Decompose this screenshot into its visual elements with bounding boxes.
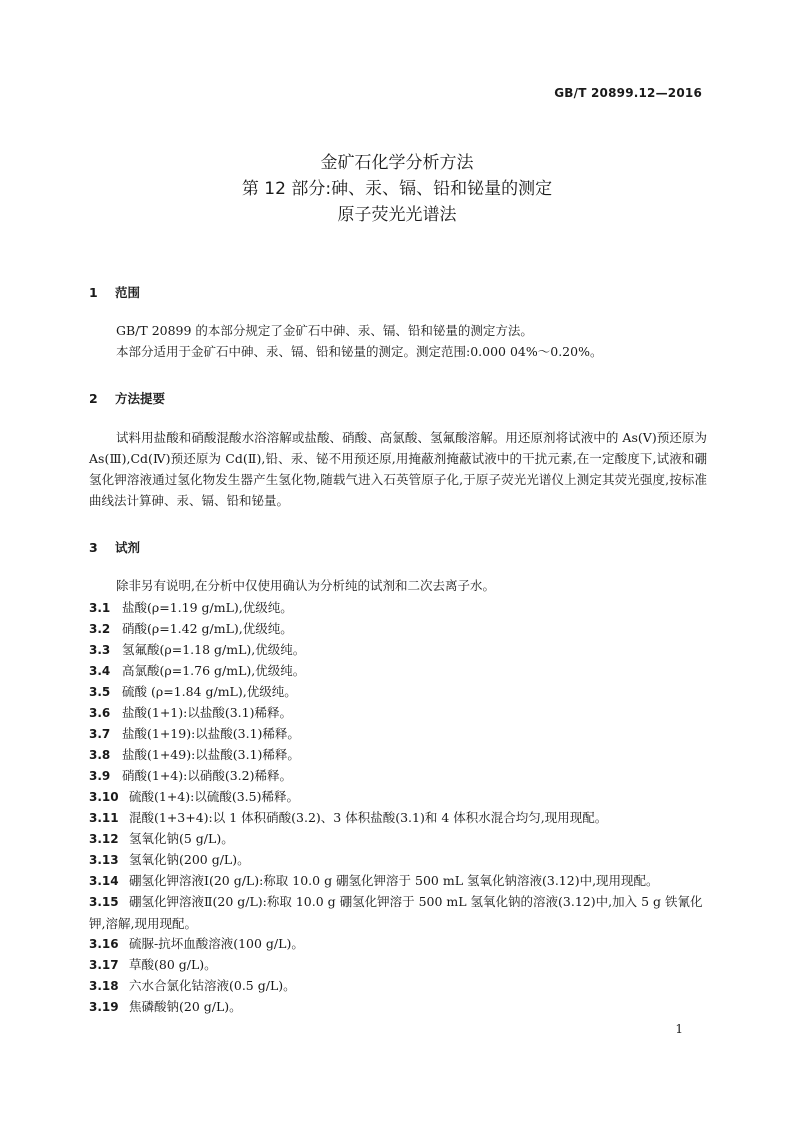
item-number: 3.15 — [89, 895, 119, 909]
item-text: 高氯酸(ρ=1.76 g/mL),优级纯。 — [122, 663, 306, 678]
reagent-item — [89, 639, 709, 661]
section-2-heading — [89, 389, 165, 407]
reagent-item — [89, 702, 709, 724]
title-line-3: 原子荧光光谱法 — [337, 205, 457, 225]
reagent-item — [89, 954, 709, 976]
section-3-heading — [89, 538, 140, 556]
reagent-item — [89, 870, 709, 892]
item-text: 硼氢化钾溶液Ⅰ(20 g/L):称取 10.0 g 硼氢化钾溶于 500 mL 氢氧化钠溶液(3.12)中,现用现配。 — [129, 873, 659, 888]
item-text: 草酸(80 g/L)。 — [129, 957, 217, 972]
reagent-item — [89, 681, 709, 703]
section-number: 1 — [89, 285, 98, 300]
item-text: 硝酸(ρ=1.42 g/mL),优级纯。 — [122, 621, 293, 636]
section-title: 方法提要 — [115, 391, 166, 406]
section-2-body — [89, 427, 707, 511]
reagent-item — [89, 723, 709, 745]
section-3-intro — [89, 575, 707, 596]
item-text: 混酸(1+3+4):以 1 体积硝酸(3.2)、3 体积盐酸(3.1)和 4 体积水混合均匀,现用现配。 — [129, 810, 608, 825]
item-number: 3.2 — [89, 622, 111, 636]
reagent-item — [89, 618, 709, 640]
item-text: 六水合氯化钴溶液(0.5 g/L)。 — [129, 978, 296, 993]
section-1-body — [89, 320, 707, 362]
reagent-item — [89, 660, 709, 682]
item-number: 3.3 — [89, 643, 111, 657]
reagent-item — [89, 597, 709, 619]
paragraph: 试料用盐酸和硝酸混酸水浴溶解或盐酸、硝酸、高氯酸、氢氟酸溶解。用还原剂将试液中的 As(Ⅴ)预还原为 As(Ⅲ),Cd(Ⅳ)预还原为 Cd(Ⅱ),铅、汞、铋不用预还原,用掩蔽剂掩蔽试液中的干扰元素,在一定酸度下,试液和硼氢化钾溶液通过氢化物发生器产生氢化物,随载气进入石英管原子化,于原子荧光光谱仪上测定其荧光强度,按标准曲线法计算砷、汞、镉、铅和铋量。 — [89, 430, 707, 508]
section-1-heading — [89, 283, 140, 301]
item-number: 3.1 — [89, 601, 111, 615]
item-text: 盐酸(1+49):以盐酸(3.1)稀释。 — [122, 747, 300, 762]
item-number: 3.17 — [89, 958, 119, 972]
item-text: 硫脲-抗坏血酸溶液(100 g/L)。 — [129, 936, 304, 951]
paragraph: GB/T 20899 的本部分规定了金矿石中砷、汞、镉、铅和铋量的测定方法。 — [116, 323, 533, 338]
reagent-item — [89, 849, 709, 871]
item-text: 硝酸(1+4):以硝酸(3.2)稀释。 — [122, 768, 292, 783]
item-number: 3.19 — [89, 1000, 119, 1014]
title-line-2: 第 12 部分:砷、汞、镉、铅和铋量的测定 — [241, 179, 553, 199]
item-number: 3.14 — [89, 874, 119, 888]
section-title: 范围 — [115, 285, 141, 300]
section-title: 试剂 — [115, 540, 141, 555]
reagent-item — [89, 975, 709, 997]
item-number: 3.10 — [89, 790, 119, 804]
paragraph: 本部分适用于金矿石中砷、汞、镉、铅和铋量的测定。测定范围:0.000 04%～0.20%。 — [116, 344, 603, 359]
item-number: 3.11 — [89, 811, 119, 825]
item-text: 焦磷酸钠(20 g/L)。 — [129, 999, 242, 1014]
reagent-item — [89, 765, 709, 787]
item-number: 3.6 — [89, 706, 111, 720]
standard-code: GB/T 20899.12—2016 — [554, 86, 702, 100]
item-number: 3.18 — [89, 979, 119, 993]
reagent-item — [89, 933, 709, 955]
title-line-1: 金矿石化学分析方法 — [320, 153, 474, 173]
item-number: 3.4 — [89, 664, 111, 678]
item-text: 盐酸(1+1):以盐酸(3.1)稀释。 — [122, 705, 292, 720]
item-number: 3.5 — [89, 685, 111, 699]
reagent-item — [89, 828, 709, 850]
item-number: 3.9 — [89, 769, 111, 783]
section-number: 3 — [89, 540, 98, 555]
section-number: 2 — [89, 391, 98, 406]
item-text: 氢氧化钠(200 g/L)。 — [129, 852, 250, 867]
item-text: 盐酸(ρ=1.19 g/mL),优级纯。 — [122, 600, 293, 615]
item-number: 3.13 — [89, 853, 119, 867]
item-text: 氢氧化钠(5 g/L)。 — [129, 831, 234, 846]
page-number: 1 — [675, 1022, 683, 1036]
paragraph: 除非另有说明,在分析中仅使用确认为分析纯的试剂和二次去离子水。 — [116, 578, 495, 593]
reagent-item — [89, 891, 709, 934]
item-text: 硼氢化钾溶液Ⅱ(20 g/L):称取 10.0 g 硼氢化钾溶于 500 mL 氢氧化钠的溶液(3.12)中,加入 5 g 铁氰化钾,溶解,现用现配。 — [89, 894, 703, 931]
item-text: 氢氟酸(ρ=1.18 g/mL),优级纯。 — [122, 642, 306, 657]
reagent-item — [89, 744, 709, 766]
item-number: 3.16 — [89, 937, 119, 951]
item-text: 硫酸(1+4):以硫酸(3.5)稀释。 — [129, 789, 299, 804]
item-number: 3.8 — [89, 748, 111, 762]
reagent-item — [89, 786, 709, 808]
document-title — [0, 150, 794, 228]
item-text: 硫酸 (ρ=1.84 g/mL),优级纯。 — [122, 684, 297, 699]
reagent-item — [89, 807, 709, 829]
reagent-item — [89, 996, 709, 1018]
item-text: 盐酸(1+19):以盐酸(3.1)稀释。 — [122, 726, 300, 741]
item-number: 3.12 — [89, 832, 119, 846]
item-number: 3.7 — [89, 727, 111, 741]
